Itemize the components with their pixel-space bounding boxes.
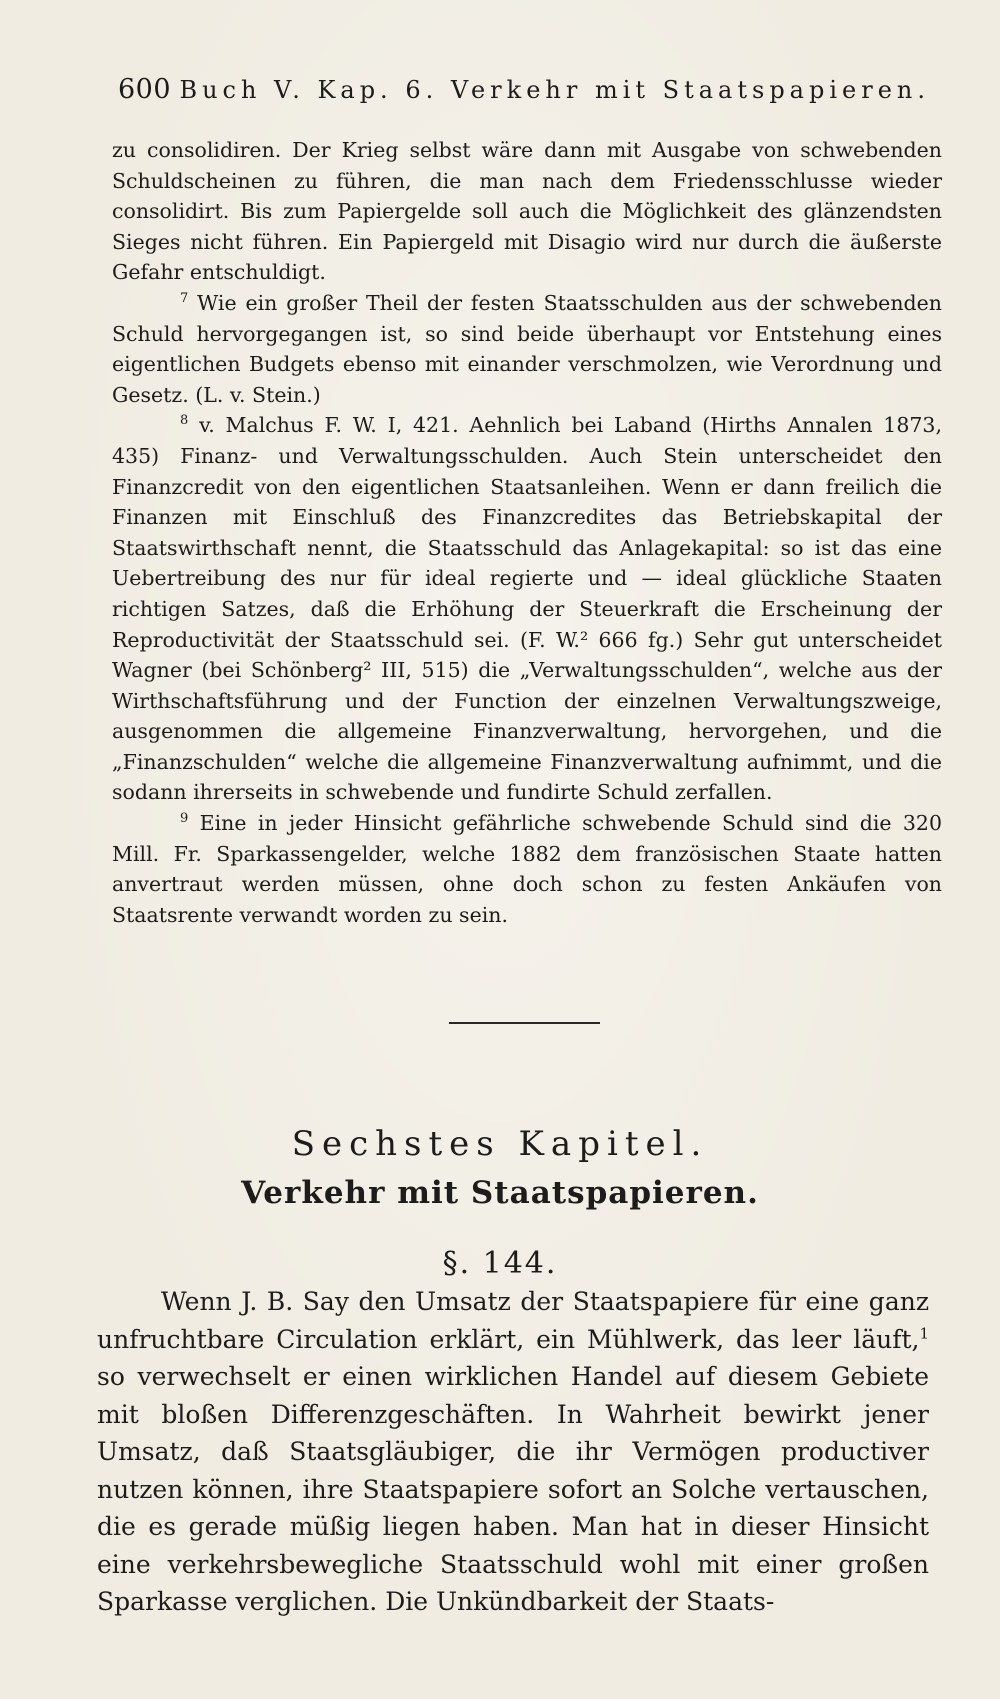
footnote-reference: 1 <box>919 1324 929 1343</box>
running-title: Buch V. Kap. 6. Verkehr mit Staatspapieren. <box>179 76 930 104</box>
main-text <box>97 1283 929 1621</box>
footnote-number: 9 <box>180 811 189 827</box>
footnote-text: Wie ein großer Theil der festen Staatsschulden aus der schwebenden Schuld hervorgegangen ist, so sind beide überhaupt vor Entstehung eines eigentlichen Budgets ebenso mit einander verschmolzen, wie Verordnung und Gesetz. (L. v. Stein.) <box>112 290 942 407</box>
footnote-9 <box>112 808 942 930</box>
running-head <box>118 74 930 114</box>
footnote-number: 8 <box>180 413 189 429</box>
section-divider <box>449 1022 600 1024</box>
chapter-title: Verkehr mit Staatspapieren. <box>241 1175 759 1211</box>
footnote-8 <box>112 410 942 808</box>
footnote-text: v. Malchus F. W. I, 421. Aehnlich bei Laband (Hirths Annalen 1873, 435) Finanz- und Verwaltungsschulden. Auch Stein unterscheidet den Finanzcredit von den eigentlichen Staatsanleihen. Wenn er dann freilich die Finanzen mit Einschluß des Finanzcredites das Betriebskapital der Staatswirthschaft nennt, die Staatsschuld das Anlagekapital: so ist das eine Uebertreibung des nur für ideal regierte und — ideal glückliche Staaten richtigen Satzes, daß die Erhöhung der Steuerkraft die Erscheinung der Reproductivität der Staatsschuld sei. (F. W.² 666 fg.) Sehr gut unterscheidet Wagner (bei Schönberg² III, 515) die „Verwaltungsschulden“, welche aus der Wirthschaftsführung und der Function der einzelnen Verwaltungszweige, ausgenommen die allgemeine Finanzverwaltung, hervorgehen, und die „Finanzschulden“ welche die allgemeine Finanzverwaltung aufnimmt, und die sodann ihrerseits in schwebende und fundirte Schuld zerfallen. <box>112 413 942 805</box>
footnote-text: zu consolidiren. Der Krieg selbst wäre dann mit Ausgabe von schwebenden Schuldscheinen zu führen, die man nach dem Friedensschlusse wieder consolidirt. Bis zum Papiergelde soll auch die Möglichkeit des glänzendsten Sieges nicht führen. Ein Papiergeld mit Disagio wird nur durch die äußerste Gefahr entschuldigt. <box>112 138 942 285</box>
body-text-start: Wenn J. B. Say den Umsatz der Staatspapiere für eine ganz unfruchtbare Circulation erklärt, ein Mühlwerk, das leer läuft, <box>97 1287 929 1354</box>
footnote-7 <box>112 288 942 410</box>
body-text-rest: so verwechselt er einen wirklichen Handel auf diesem Gebiete mit bloßen Differenzgeschäften. In Wahrheit bewirkt jener Umsatz, daß Staatsgläubiger, die ihr Vermögen productiver nutzen können, ihre Staatspapiere sofort an Solche vertauschen, die es gerade müßig liegen haben. Man hat in dieser Hinsicht eine verkehrsbewegliche Staatsschuld wohl mit einer großen Sparkasse verglichen. Die Unkündbarkeit der Staats- <box>97 1362 929 1616</box>
chapter-heading: Sechstes Kapitel. <box>291 1124 709 1164</box>
page-number: 600 <box>118 74 172 105</box>
footnote-text: Eine in jeder Hinsicht gefährliche schwebende Schuld sind die 320 Mill. Fr. Sparkassengelder, welche 1882 dem französischen Staate hatten anvertraut werden müssen, ohne doch schon zu festen Ankäufen von Staatsrente verwandt worden zu sein. <box>112 811 942 927</box>
footnotes-block <box>112 135 942 930</box>
footnote-continuation <box>112 135 942 288</box>
footnote-number: 7 <box>180 291 189 307</box>
section-number: §. 144. <box>442 1246 558 1281</box>
body-paragraph <box>97 1283 929 1621</box>
